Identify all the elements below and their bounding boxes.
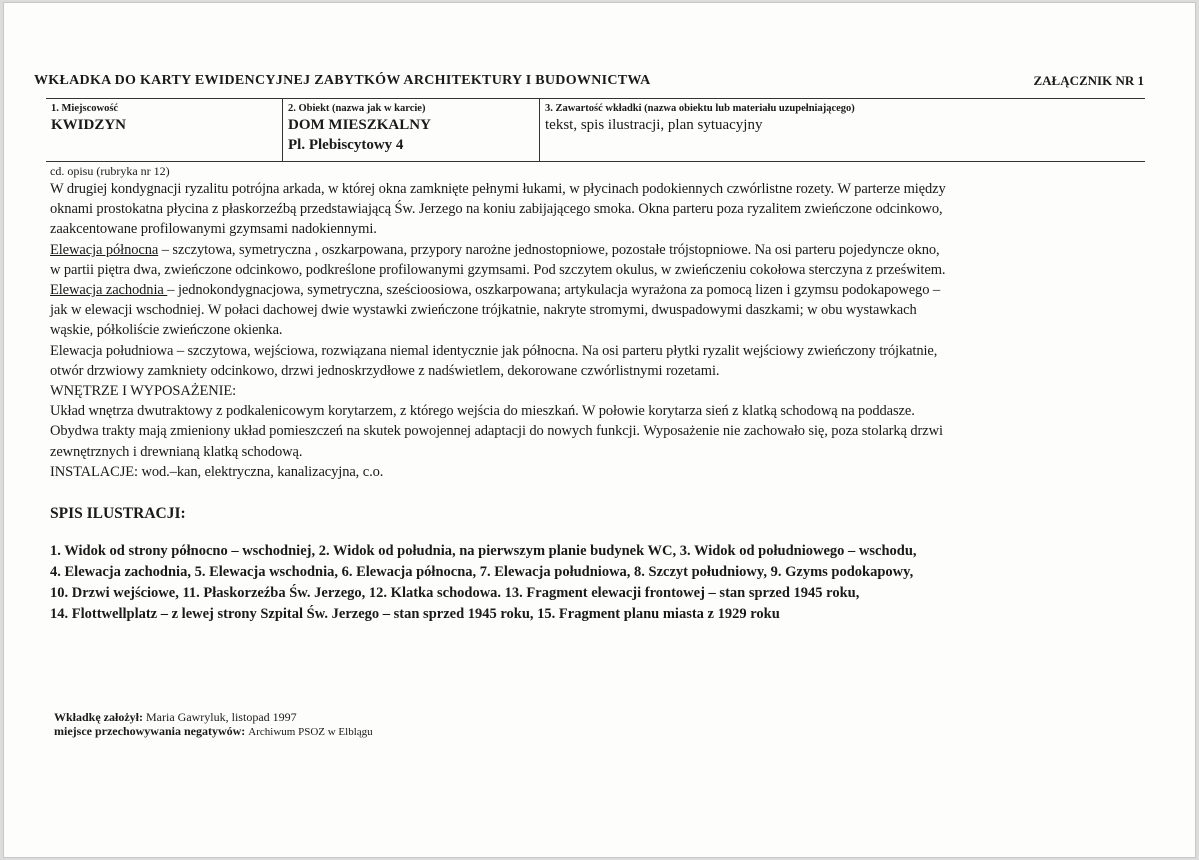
text-line: otwór drzwiowy zamkniety odcinkowo, drzwi jednoskrzydłowe z nadświetlem, dekorowane czwórlistnymi rozetami. — [50, 362, 720, 379]
text-line: zewnętrznych i drewnianą klatką schodową. — [50, 443, 303, 460]
record-card — [3, 2, 1196, 858]
contents-field — [539, 99, 1145, 161]
west-elevation-heading: Elewacja zachodnia — [50, 282, 168, 299]
text-line: zaakcentowane profilowanymi gzymsami nadokiennymi. — [50, 221, 377, 238]
text-line: W drugiej kondygnacji ryzalitu potrójna arkada, w której okna zamknięte pełnymi łukami, w płycinach podokiennych czwórlistne rozety. W parterze między — [50, 181, 946, 197]
list-item: 10. Drzwi wejściowe, 11. Płaskorzeźba Św. Jerzego, 12. Klatka schodowa. 13. Fragment elewacji frontowej – stan sprzed 1945 roku, — [50, 585, 860, 601]
text-line: jak w elewacji wschodniej. W połaci dachowej dwie wystawki zwieńczone trójkatnie, nakryte stromymi, dwuspadowymi daszkami; w obu wystawkach — [50, 302, 917, 319]
storage-label: miejsce przechowywania negatywów: — [54, 724, 246, 738]
author-line — [54, 710, 373, 724]
contents-label: 3. Zawartość wkładki (nazwa obiektu lub materiału uzupełniającego) — [545, 103, 855, 114]
contents-value: tekst, spis ilustracji, plan sytuacyjny — [545, 117, 763, 133]
continuation-label: cd. opisu (rubryka nr 12) — [50, 164, 170, 178]
storage-line — [54, 724, 373, 739]
locality-value: KWIDZYN — [51, 117, 127, 133]
north-elevation-heading: Elewacja północna — [50, 241, 159, 258]
object-label: 2. Obiekt (nazwa jak w karcie) — [288, 103, 426, 114]
object-value: DOM MIESZKALNY — [288, 117, 431, 133]
text-line: – jednokondygnacjowa, symetryczna, sześcioosiowa, oszkarpowana; artykulacja wyrażona za pomocą lizen i gzymsu podokapowego – — [167, 282, 941, 299]
text-line: oknami prostokatna płycina z płaskorzeźbą przedstawiającą Św. Jerzego na koniu zabijającego smoka. Okna parteru poza ryzalitem zwieńczone odcinkowo, — [50, 201, 943, 218]
list-item: 14. Flottwellplatz – z lewej strony Szpital Św. Jerzego – stan sprzed 1945 roku, 15. Fragment planu miasta z 1929 roku — [50, 606, 780, 622]
illustrations-title: SPIS ILUSTRACJI: — [50, 505, 186, 522]
text-line: – szczytowa, symetryczna , oszkarpowana, przypory narożne jednostopniowe, pozostałe trójstopniowe. Na osi parteru pojedyncze okno, — [158, 241, 940, 258]
annex-number: ZAŁĄCZNIK NR 1 — [1033, 73, 1144, 88]
header-fields-table — [46, 98, 1145, 162]
object-field — [282, 99, 539, 161]
description-paragraph — [50, 179, 1155, 482]
text-line: Obydwa trakty mają zmieniony układ pomieszczeń na skutek powojennej adaptacji do nowych funkcji. Wyposażenie nie zachowało się, poza stolarką drzwi — [50, 423, 943, 440]
text-line: Elewacja południowa – szczytowa, wejściowa, rozwiązana niemal identycznie jak północna. Na osi parteru płytki ryzalit wejściowy zwieńczony trójkatnie, — [50, 342, 938, 359]
text-line: Układ wnętrza dwutraktowy z podkalenicowym korytarzem, z którego wejścia do mieszkań. W połowie korytarza sień z klatką schodową na poddasze. — [50, 403, 915, 420]
text-line: w partii piętra dwa, zwieńczone odcinkowo, podkreślone profilowanymi gzymsami. Pod szczytem okulus, w zwieńczeniu cokołowa sterczyna z prześwitem. — [50, 261, 946, 278]
west-elevation-line — [50, 280, 1155, 300]
illustrations-list — [50, 541, 1150, 625]
object-address: Pl. Plebiscytowy 4 — [288, 137, 404, 153]
description-body — [50, 163, 1155, 482]
north-elevation-line — [50, 240, 1155, 260]
card-footer — [54, 710, 373, 739]
list-item: 4. Elewacja zachodnia, 5. Elewacja wschodnia, 6. Elewacja północna, 7. Elewacja południowa, 8. Szczyt południowy, 9. Gzyms podokapowy, — [50, 564, 914, 580]
author-label: Wkładkę założył: — [54, 710, 143, 724]
installations-line: INSTALACJE: wod.–kan, elektryczna, kanalizacyjna, c.o. — [50, 463, 384, 480]
list-item: 1. Widok od strony północno – wschodniej, 2. Widok od południa, na pierwszym planie budynek WC, 3. Widok od południowego – wschodu, — [50, 543, 917, 559]
storage-value: Archiwum PSOZ w Elblągu — [248, 726, 373, 738]
author-value: Maria Gawryluk, listopad 1997 — [146, 710, 297, 724]
document-title: WKŁADKA DO KARTY EWIDENCYJNEJ ZABYTKÓW ARCHITEKTURY I BUDOWNICTWA — [34, 73, 651, 88]
locality-label: 1. Miejscowość — [51, 103, 119, 114]
text-line: wąskie, półkoliście zwieńczone okienka. — [50, 322, 283, 339]
interior-heading: WNĘTRZE I WYPOSAŻENIE: — [50, 383, 237, 400]
card-header — [34, 73, 1144, 93]
locality-field — [46, 99, 282, 161]
